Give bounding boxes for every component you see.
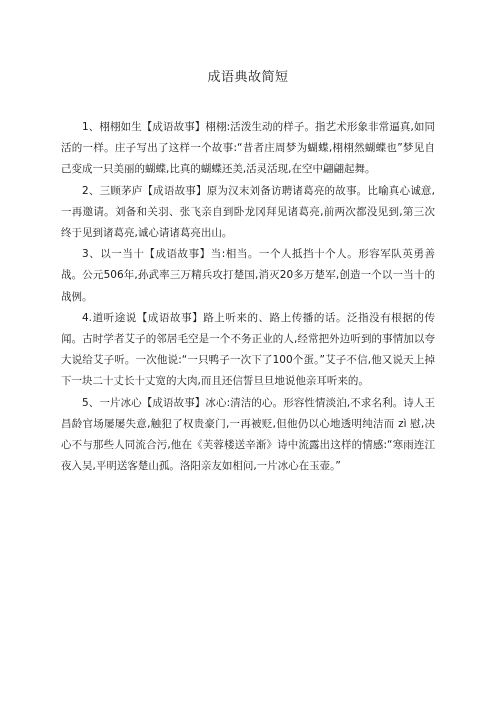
document-title: 成语典故简短 (207, 70, 289, 85)
paragraph-3: 3、以一当十【成语故事】当:相当。一个人抵挡十个人。形容军队英勇善战。公元506年,孙武率三万精兵攻打楚国,消灭20多万楚军,创造一个以一当十的战例。 (61, 248, 435, 303)
paragraph-4: 4.道听途说【成语故事】路上听来的、路上传播的话。泛指没有根据的传闻。古时学者艾子的邻居毛空是一个不务正业的人,经常把外边听到的事情加以夸大说给艾子听。一次他说:“一只鸭子一次下了100个蛋。”艾子不信,他又说天上掉下一块二十丈长十丈宽的大肉,而且还信誓旦旦地说他亲耳听来的。 (61, 311, 435, 388)
paragraph-2: 2、三顾茅庐【成语故事】原为汉末刘备访聘诸葛亮的故事。比喻真心诚意,一再邀请。刘备和关羽、张飞亲自到卧龙冈拜见诸葛亮,前两次都没见到,第三次终于见到诸葛亮,诚心请诸葛亮出山。 (61, 184, 435, 240)
document-body (61, 117, 435, 477)
paragraph-5: 5、一片冰心【成语故事】冰心:清洁的心。形容性情淡泊,不求名利。诗人王昌龄官场屡屡失意,触犯了权贵豪门,一再被贬,但他仍以心地透明纯洁而 zì 慰,决心不与那些人同流合污,他在《芙蓉楼送辛渐》诗中流露出这样的情感:“寒雨连江夜入吴,平明送客楚山孤。洛阳亲友如相问,一片冰心在玉壶。” (61, 396, 435, 473)
paragraph-1: 1、栩栩如生【成语故事】栩栩:活泼生动的样子。指艺术形象非常逼真,如同活的一样。庄子写出了这样一个故事:“昔者庄周梦为蝴蝶,栩栩然蝴蝶也”梦见自己变成一只美丽的蝴蝶,比真的蝴蝶还美,活灵活现,在空中翩翩起舞。 (61, 121, 435, 176)
